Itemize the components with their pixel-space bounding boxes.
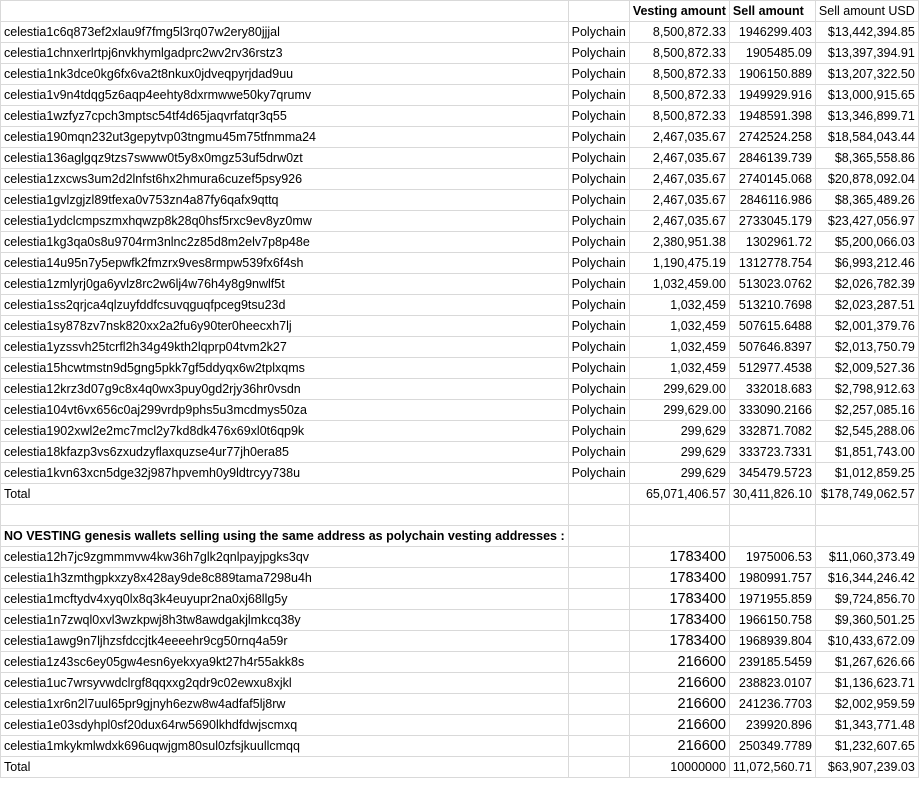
table-row <box>1 442 919 463</box>
empty-cell[interactable] <box>815 505 918 526</box>
sell-amount-usd-cell[interactable]: $1,012,859.25 <box>815 463 918 484</box>
sell-amount-cell[interactable]: 1312778.754 <box>729 253 815 274</box>
holder-cell[interactable]: Polychain <box>568 43 629 64</box>
address-cell[interactable]: celestia1ss2qrjca4qlzuyfddfcsuvqguqfpceg9tsu23d <box>1 295 569 316</box>
sell-amount-cell[interactable]: 332871.7082 <box>729 421 815 442</box>
empty-cell[interactable] <box>568 631 629 652</box>
address-cell[interactable]: celestia1v9n4tdqg5z6aqp4eehty8dxrmwwe50ky7qrumv <box>1 85 569 106</box>
address-cell[interactable]: celestia18kfazp3vs6zxudzyflaxquzse4ur77jh0era85 <box>1 442 569 463</box>
empty-cell[interactable] <box>568 673 629 694</box>
table-row <box>1 127 919 148</box>
holder-cell[interactable]: Polychain <box>568 106 629 127</box>
sell-amount-usd-cell[interactable]: $1,851,743.00 <box>815 442 918 463</box>
table-row <box>1 694 919 715</box>
empty-cell[interactable] <box>568 736 629 757</box>
address-cell[interactable]: celestia14u95n7y5epwfk2fmzrx9ves8rmpw539fx6f4sh <box>1 253 569 274</box>
holder-cell[interactable]: Polychain <box>568 85 629 106</box>
table-row <box>1 295 919 316</box>
empty-cell[interactable] <box>568 589 629 610</box>
address-cell[interactable]: celestia190mqn232ut3gepytvp03tngmu45m75tfnmma24 <box>1 127 569 148</box>
sell-amount-usd-cell[interactable]: $18,584,043.44 <box>815 127 918 148</box>
sell-amount-usd-cell[interactable]: $13,000,915.65 <box>815 85 918 106</box>
table-row <box>1 400 919 421</box>
header-vesting-amount[interactable]: Vesting amount <box>629 1 729 22</box>
sell-amount-usd-cell[interactable]: $1,343,771.48 <box>815 715 918 736</box>
vesting-amount-cell[interactable]: 2,467,035.67 <box>629 190 729 211</box>
table-row <box>1 64 919 85</box>
total-label[interactable]: Total <box>1 757 569 778</box>
table-row <box>1 715 919 736</box>
total-row <box>1 757 919 778</box>
vesting-amount-cell[interactable]: 216600 <box>629 736 729 757</box>
sell-amount-usd-cell[interactable]: $9,360,501.25 <box>815 610 918 631</box>
sell-amount-cell[interactable]: 1975006.53 <box>729 547 815 568</box>
holder-cell[interactable]: Polychain <box>568 358 629 379</box>
sell-amount-cell[interactable]: 332018.683 <box>729 379 815 400</box>
sell-amount-usd-cell[interactable]: $1,136,623.71 <box>815 673 918 694</box>
table-row <box>1 169 919 190</box>
address-cell[interactable]: celestia1uc7wrsyvwdclrgf8qqxxg2qdr9c02ewxu8xjkl <box>1 673 569 694</box>
empty-cell[interactable] <box>629 505 729 526</box>
address-cell[interactable]: celestia1sy878zv7nsk820xx2a2fu6y90ter0heecxh7lj <box>1 316 569 337</box>
vesting-amount-cell[interactable]: 2,467,035.67 <box>629 148 729 169</box>
address-cell[interactable]: celestia1gvlzgjzl89tfexa0v753zn4a87fy6qafx9qttq <box>1 190 569 211</box>
empty-cell[interactable] <box>568 757 629 778</box>
sell-amount-usd-cell[interactable]: $2,798,912.63 <box>815 379 918 400</box>
address-cell[interactable]: celestia1wzfyz7cpch3mptsc54tf4d65jaqvrfatqr3q55 <box>1 106 569 127</box>
address-cell[interactable]: celestia1c6q873ef2xlau9f7fmg5l3rq07w2ery80jjjal <box>1 22 569 43</box>
sell-amount-cell[interactable]: 333723.7331 <box>729 442 815 463</box>
holder-cell[interactable]: Polychain <box>568 22 629 43</box>
sell-amount-cell[interactable]: 1948591.398 <box>729 106 815 127</box>
sell-amount-usd-cell[interactable]: $8,365,489.26 <box>815 190 918 211</box>
holder-cell[interactable]: Polychain <box>568 316 629 337</box>
vesting-amount-cell[interactable]: 216600 <box>629 694 729 715</box>
sell-amount-cell[interactable]: 333090.2166 <box>729 400 815 421</box>
sell-amount-cell[interactable]: 1980991.757 <box>729 568 815 589</box>
vesting-amount-cell[interactable]: 1783400 <box>629 631 729 652</box>
address-cell[interactable]: celestia1zxcws3um2d2lnfst6hx2hmura6cuzef5psy926 <box>1 169 569 190</box>
vesting-amount-cell[interactable]: 1,032,459.00 <box>629 274 729 295</box>
sell-amount-cell[interactable]: 2733045.179 <box>729 211 815 232</box>
sell-amount-usd-cell[interactable]: $2,545,288.06 <box>815 421 918 442</box>
table-row <box>1 358 919 379</box>
sell-amount-usd-cell[interactable]: $2,002,959.59 <box>815 694 918 715</box>
table-row <box>1 106 919 127</box>
sell-amount-cell[interactable]: 1946299.403 <box>729 22 815 43</box>
address-cell[interactable]: celestia1kg3qa0s8u9704rm3nlnc2z85d8m2elv7p8p48e <box>1 232 569 253</box>
address-cell[interactable]: celestia1n7zwql0xvl3wzkpwj8h3tw8awdgakjlmkcq38y <box>1 610 569 631</box>
sell-amount-usd-cell[interactable]: $13,346,899.71 <box>815 106 918 127</box>
vesting-amount-cell[interactable]: 8,500,872.33 <box>629 106 729 127</box>
sell-amount-cell[interactable]: 239185.5459 <box>729 652 815 673</box>
total-vesting-amount[interactable]: 10000000 <box>629 757 729 778</box>
empty-cell[interactable] <box>729 526 815 547</box>
holder-cell[interactable]: Polychain <box>568 421 629 442</box>
sell-amount-usd-cell[interactable]: $2,026,782.39 <box>815 274 918 295</box>
holder-cell[interactable]: Polychain <box>568 274 629 295</box>
empty-row <box>1 505 919 526</box>
sell-amount-cell[interactable]: 1906150.889 <box>729 64 815 85</box>
table-row <box>1 589 919 610</box>
holder-cell[interactable]: Polychain <box>568 253 629 274</box>
sell-amount-cell[interactable]: 1966150.758 <box>729 610 815 631</box>
holder-cell[interactable]: Polychain <box>568 379 629 400</box>
empty-cell[interactable] <box>568 526 629 547</box>
empty-cell[interactable] <box>568 484 629 505</box>
total-row <box>1 484 919 505</box>
table-row <box>1 43 919 64</box>
address-cell[interactable]: celestia136aglgqz9tzs7swww0t5y8x0mgz53uf5drw0zt <box>1 148 569 169</box>
vesting-amount-cell[interactable]: 1,032,459 <box>629 316 729 337</box>
table-row <box>1 610 919 631</box>
sell-amount-usd-cell[interactable]: $2,001,379.76 <box>815 316 918 337</box>
vesting-amount-cell[interactable]: 8,500,872.33 <box>629 22 729 43</box>
header-row <box>1 1 919 22</box>
vesting-amount-cell[interactable]: 1,190,475.19 <box>629 253 729 274</box>
sell-amount-usd-cell[interactable]: $5,200,066.03 <box>815 232 918 253</box>
address-cell[interactable]: celestia1ydclcmpszmxhqwzp8k28q0hsf5rxc9ev8yz0mw <box>1 211 569 232</box>
empty-cell[interactable] <box>568 610 629 631</box>
sell-amount-usd-cell[interactable]: $13,207,322.50 <box>815 64 918 85</box>
sell-amount-cell[interactable]: 250349.7789 <box>729 736 815 757</box>
vesting-amount-cell[interactable]: 1783400 <box>629 610 729 631</box>
table-row <box>1 337 919 358</box>
vesting-amount-cell[interactable]: 299,629 <box>629 421 729 442</box>
vesting-amount-cell[interactable]: 8,500,872.33 <box>629 64 729 85</box>
sell-amount-cell[interactable]: 241236.7703 <box>729 694 815 715</box>
address-cell[interactable]: celestia1awg9n7ljhzsfdccjtk4eeeehr9cg50rnq4a59r <box>1 631 569 652</box>
sell-amount-cell[interactable]: 513210.7698 <box>729 295 815 316</box>
sell-amount-usd-cell[interactable]: $9,724,856.70 <box>815 589 918 610</box>
address-cell[interactable]: celestia1chnxerlrtpj6nvkhymlgadprc2wv2rv36rstz3 <box>1 43 569 64</box>
table-row <box>1 652 919 673</box>
sell-amount-cell[interactable]: 2742524.258 <box>729 127 815 148</box>
total-sell-amount[interactable]: 30,411,826.10 <box>729 484 815 505</box>
sell-amount-usd-cell[interactable]: $11,060,373.49 <box>815 547 918 568</box>
address-cell[interactable]: celestia1mkykmlwdxk696uqwjgm80sul0zfsjkuullcmqq <box>1 736 569 757</box>
holder-cell[interactable]: Polychain <box>568 337 629 358</box>
section-heading-row <box>1 526 919 547</box>
holder-cell[interactable]: Polychain <box>568 442 629 463</box>
address-cell[interactable]: celestia15hcwtmstn9d5gng5pkk7gf5ddyqx6w2tplxqms <box>1 358 569 379</box>
sell-amount-cell[interactable]: 507646.8397 <box>729 337 815 358</box>
vesting-amount-cell[interactable]: 299,629 <box>629 463 729 484</box>
empty-cell[interactable] <box>629 526 729 547</box>
table-row <box>1 631 919 652</box>
table-row <box>1 274 919 295</box>
holder-cell[interactable]: Polychain <box>568 295 629 316</box>
empty-cell[interactable] <box>568 694 629 715</box>
sell-amount-usd-cell[interactable]: $8,365,558.86 <box>815 148 918 169</box>
sell-amount-cell[interactable]: 345479.5723 <box>729 463 815 484</box>
table-row <box>1 379 919 400</box>
sell-amount-usd-cell[interactable]: $2,257,085.16 <box>815 400 918 421</box>
spreadsheet-body <box>1 1 919 778</box>
vesting-amount-cell[interactable]: 1783400 <box>629 568 729 589</box>
table-row <box>1 211 919 232</box>
sell-amount-usd-cell[interactable]: $23,427,056.97 <box>815 211 918 232</box>
sell-amount-usd-cell[interactable]: $16,344,246.42 <box>815 568 918 589</box>
sell-amount-cell[interactable]: 238823.0107 <box>729 673 815 694</box>
header-cell-empty[interactable] <box>1 1 569 22</box>
vesting-amount-cell[interactable]: 1783400 <box>629 589 729 610</box>
vesting-amount-cell[interactable]: 216600 <box>629 715 729 736</box>
sell-amount-usd-cell[interactable]: $10,433,672.09 <box>815 631 918 652</box>
sell-amount-cell[interactable]: 1905485.09 <box>729 43 815 64</box>
total-sell-amount[interactable]: 11,072,560.71 <box>729 757 815 778</box>
sell-amount-usd-cell[interactable]: $2,009,527.36 <box>815 358 918 379</box>
sell-amount-cell[interactable]: 2846116.986 <box>729 190 815 211</box>
table-row <box>1 736 919 757</box>
sell-amount-usd-cell[interactable]: $2,023,287.51 <box>815 295 918 316</box>
sell-amount-cell[interactable]: 1968939.804 <box>729 631 815 652</box>
header-cell-empty[interactable] <box>568 1 629 22</box>
table-row <box>1 22 919 43</box>
sell-amount-usd-cell[interactable]: $6,993,212.46 <box>815 253 918 274</box>
vesting-amount-cell[interactable]: 299,629.00 <box>629 379 729 400</box>
empty-cell[interactable] <box>729 505 815 526</box>
vesting-amount-cell[interactable]: 2,380,951.38 <box>629 232 729 253</box>
sell-amount-cell[interactable]: 507615.6488 <box>729 316 815 337</box>
holder-cell[interactable]: Polychain <box>568 148 629 169</box>
empty-cell[interactable] <box>568 715 629 736</box>
sell-amount-cell[interactable]: 1971955.859 <box>729 589 815 610</box>
header-sell-amount-usd[interactable]: Sell amount USD <box>815 1 918 22</box>
holder-cell[interactable]: Polychain <box>568 169 629 190</box>
vesting-amount-cell[interactable]: 1,032,459 <box>629 337 729 358</box>
table-row <box>1 568 919 589</box>
vesting-amount-cell[interactable]: 299,629 <box>629 442 729 463</box>
address-cell[interactable]: celestia104vt6vx656c0aj299vrdp9phs5u3mcdmys50za <box>1 400 569 421</box>
vesting-amount-cell[interactable]: 2,467,035.67 <box>629 169 729 190</box>
total-label[interactable]: Total <box>1 484 569 505</box>
sell-amount-usd-cell[interactable]: $1,232,607.65 <box>815 736 918 757</box>
address-cell[interactable]: celestia1yzssvh25tcrfl2h34g49kth2lqprp04tvm2k27 <box>1 337 569 358</box>
sell-amount-usd-cell[interactable]: $1,267,626.66 <box>815 652 918 673</box>
vesting-amount-cell[interactable]: 299,629.00 <box>629 400 729 421</box>
empty-cell[interactable] <box>568 547 629 568</box>
vesting-amount-cell[interactable]: 8,500,872.33 <box>629 43 729 64</box>
empty-cell[interactable] <box>568 505 629 526</box>
sell-amount-cell[interactable]: 1949929.916 <box>729 85 815 106</box>
sell-amount-usd-cell[interactable]: $13,397,394.91 <box>815 43 918 64</box>
vesting-amount-cell[interactable]: 1,032,459 <box>629 295 729 316</box>
address-cell[interactable]: celestia1zmlyrj0ga6yvlz8rc2w6lj4w76h4y8g9nwlf5t <box>1 274 569 295</box>
vesting-amount-cell[interactable]: 216600 <box>629 652 729 673</box>
sell-amount-cell[interactable]: 512977.4538 <box>729 358 815 379</box>
address-cell[interactable]: celestia1e03sdyhpl0sf20dux64rw5690lkhdfdwjscmxq <box>1 715 569 736</box>
address-cell[interactable]: celestia1kvn63xcn5dge32j987hpvemh0y9ldtrcyy738u <box>1 463 569 484</box>
address-cell[interactable]: celestia1xr6n2l7uul65pr9gjnyh6ezw8w4adfaf5lj8rw <box>1 694 569 715</box>
vesting-amount-cell[interactable]: 1783400 <box>629 547 729 568</box>
table-row <box>1 148 919 169</box>
vesting-amount-cell[interactable]: 2,467,035.67 <box>629 211 729 232</box>
holder-cell[interactable]: Polychain <box>568 127 629 148</box>
total-sell-amount-usd[interactable]: $178,749,062.57 <box>815 484 918 505</box>
holder-cell[interactable]: Polychain <box>568 232 629 253</box>
empty-cell[interactable] <box>815 526 918 547</box>
holder-cell[interactable]: Polychain <box>568 211 629 232</box>
sell-amount-cell[interactable]: 2846139.739 <box>729 148 815 169</box>
address-cell[interactable]: celestia1902xwl2e2mc7mcl2y7kd8dk476x69xl0t6qp9k <box>1 421 569 442</box>
table-row <box>1 85 919 106</box>
table-row <box>1 316 919 337</box>
sell-amount-cell[interactable]: 239920.896 <box>729 715 815 736</box>
table-row <box>1 463 919 484</box>
empty-cell[interactable] <box>568 568 629 589</box>
empty-cell[interactable] <box>1 505 569 526</box>
address-cell[interactable]: celestia1h3zmthgpkxzy8x428ay9de8c889tama7298u4h <box>1 568 569 589</box>
table-row <box>1 232 919 253</box>
vesting-amount-cell[interactable]: 216600 <box>629 673 729 694</box>
vesting-amount-cell[interactable]: 2,467,035.67 <box>629 127 729 148</box>
section-heading[interactable]: NO VESTING genesis wallets selling using the same address as polychain vesting addresses : <box>1 526 569 547</box>
sell-amount-usd-cell[interactable]: $20,878,092.04 <box>815 169 918 190</box>
total-vesting-amount[interactable]: 65,071,406.57 <box>629 484 729 505</box>
sell-amount-cell[interactable]: 1302961.72 <box>729 232 815 253</box>
address-cell[interactable]: celestia1nk3dce0kg6fx6va2t8nkux0jdveqpyrjdad9uu <box>1 64 569 85</box>
address-cell[interactable]: celestia1z43sc6ey05gw4esn6yekxya9kt27h4r55akk8s <box>1 652 569 673</box>
sell-amount-cell[interactable]: 513023.0762 <box>729 274 815 295</box>
total-sell-amount-usd[interactable]: $63,907,239.03 <box>815 757 918 778</box>
table-row <box>1 421 919 442</box>
holder-cell[interactable]: Polychain <box>568 190 629 211</box>
holder-cell[interactable]: Polychain <box>568 64 629 85</box>
table-row <box>1 253 919 274</box>
table-row <box>1 673 919 694</box>
holder-cell[interactable]: Polychain <box>568 400 629 421</box>
table-row <box>1 547 919 568</box>
sell-amount-usd-cell[interactable]: $2,013,750.79 <box>815 337 918 358</box>
table-row <box>1 190 919 211</box>
holder-cell[interactable]: Polychain <box>568 463 629 484</box>
sell-amount-usd-cell[interactable]: $13,442,394.85 <box>815 22 918 43</box>
address-cell[interactable]: celestia1mcftydv4xyq0lx8q3k4euyupr2na0xj68llg5y <box>1 589 569 610</box>
header-sell-amount[interactable]: Sell amount <box>729 1 815 22</box>
vesting-amount-cell[interactable]: 1,032,459 <box>629 358 729 379</box>
address-cell[interactable]: celestia12h7jc9zgmmmvw4kw36h7glk2qnlpayjpgks3qv <box>1 547 569 568</box>
sell-amount-cell[interactable]: 2740145.068 <box>729 169 815 190</box>
address-cell[interactable]: celestia12krz3d07g9c8x4q0wx3puy0gd2rjy36hr0vsdn <box>1 379 569 400</box>
vesting-amount-cell[interactable]: 8,500,872.33 <box>629 85 729 106</box>
empty-cell[interactable] <box>568 652 629 673</box>
